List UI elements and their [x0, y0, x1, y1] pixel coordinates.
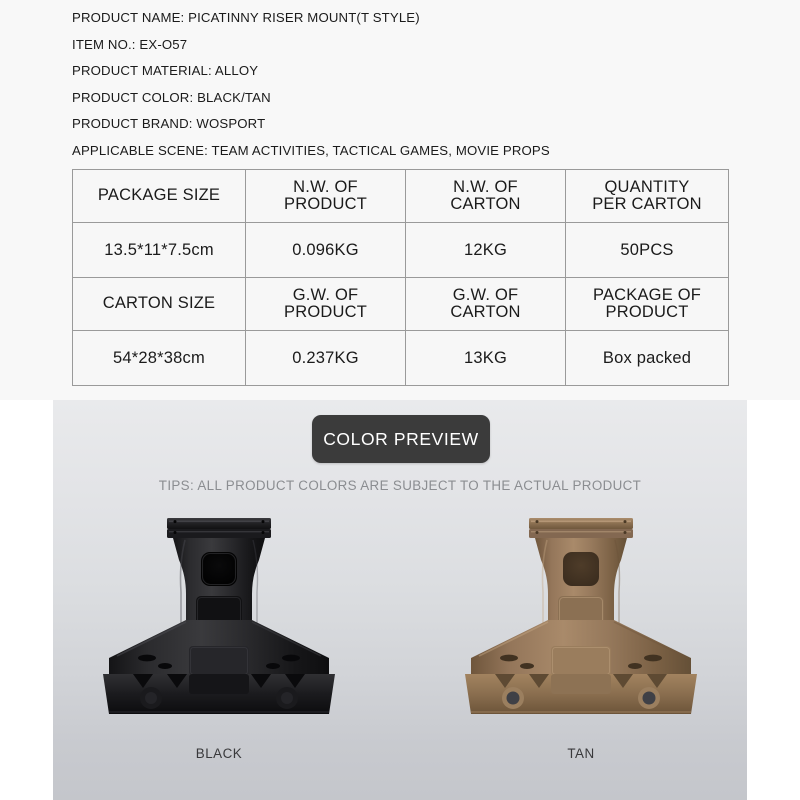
spec-line-product-brand: PRODUCT BRAND: WOSPORT: [72, 116, 266, 132]
spec-line-item-no: ITEM NO.: EX-O57: [72, 36, 188, 52]
table-value-package-of-product: Box packed: [566, 331, 729, 386]
product-color-label-black: BLACK: [195, 746, 243, 761]
cell-line-1: PACKAGE OF: [592, 285, 702, 304]
table-header-quantity-per-carton: [566, 170, 729, 223]
table-row: [73, 170, 729, 223]
cell-line-1: CARTON SIZE: [102, 294, 216, 313]
table-header-gw-carton: [406, 278, 566, 331]
spec-line-applicable-scene: APPLICABLE SCENE: TEAM ACTIVITIES, TACTICAL GAMES, MOVIE PROPS: [72, 142, 550, 158]
table-value-package-size: 13.5*11*7.5cm: [73, 223, 246, 278]
riser-mount-black-image: [89, 508, 349, 738]
color-preview-badge-label: COLOR PREVIEW: [323, 428, 479, 449]
color-preview-badge: [312, 415, 490, 463]
table-value-nw-carton: 12KG: [406, 223, 566, 278]
spec-line-product-material: PRODUCT MATERIAL: ALLOY: [72, 63, 259, 79]
table-header-package-size: [73, 170, 246, 223]
cell-line-1: N.W. OF: [453, 177, 518, 196]
cell-line-2: CARTON: [450, 303, 521, 321]
table-row: [73, 223, 729, 278]
packaging-specification-table: [72, 169, 729, 386]
table-value-carton-size: 54*28*38cm: [73, 331, 246, 386]
cell-line-1: G.W. OF: [452, 285, 519, 304]
spec-line-product-name: PRODUCT NAME: PICATINNY RISER MOUNT(T STYLE): [72, 10, 420, 25]
cell-line-2: PER CARTON: [592, 195, 702, 213]
table-value-quantity-per-carton: 50PCS: [566, 223, 729, 278]
table-value-gw-carton: 13KG: [406, 331, 566, 386]
table-row: [73, 331, 729, 386]
cell-line-2: PRODUCT: [284, 195, 367, 213]
product-figure-tan: [451, 508, 711, 788]
cell-line-1: G.W. OF: [292, 285, 359, 304]
color-disclaimer-text: TIPS: ALL PRODUCT COLORS ARE SUBJECT TO THE ACTUAL PRODUCT: [158, 478, 642, 493]
table-header-nw-product: [246, 170, 406, 223]
table-header-carton-size: [73, 278, 246, 331]
table-value-nw-product: 0.096KG: [246, 223, 406, 278]
table-header-gw-product: [246, 278, 406, 331]
cell-line-1: QUANTITY: [604, 177, 690, 196]
product-color-label-tan: TAN: [567, 746, 595, 761]
cell-line-2: PRODUCT: [605, 303, 689, 321]
riser-mount-tan-image: [451, 508, 711, 738]
cell-line-1: N.W. OF: [293, 177, 358, 196]
table-value-gw-product: 0.237KG: [246, 331, 406, 386]
table-row: [73, 278, 729, 331]
cell-line-2: CARTON: [450, 195, 521, 213]
product-figure-black: [89, 508, 349, 788]
specification-text-list: [72, 5, 752, 165]
table-header-nw-carton: [406, 170, 566, 223]
cell-line-2: PRODUCT: [284, 303, 367, 321]
spec-line-product-color: PRODUCT COLOR: BLACK/TAN: [72, 89, 271, 105]
table-header-package-of-product: [566, 278, 729, 331]
color-preview-panel: [53, 400, 747, 800]
cell-line-1: PACKAGE SIZE: [97, 186, 221, 205]
